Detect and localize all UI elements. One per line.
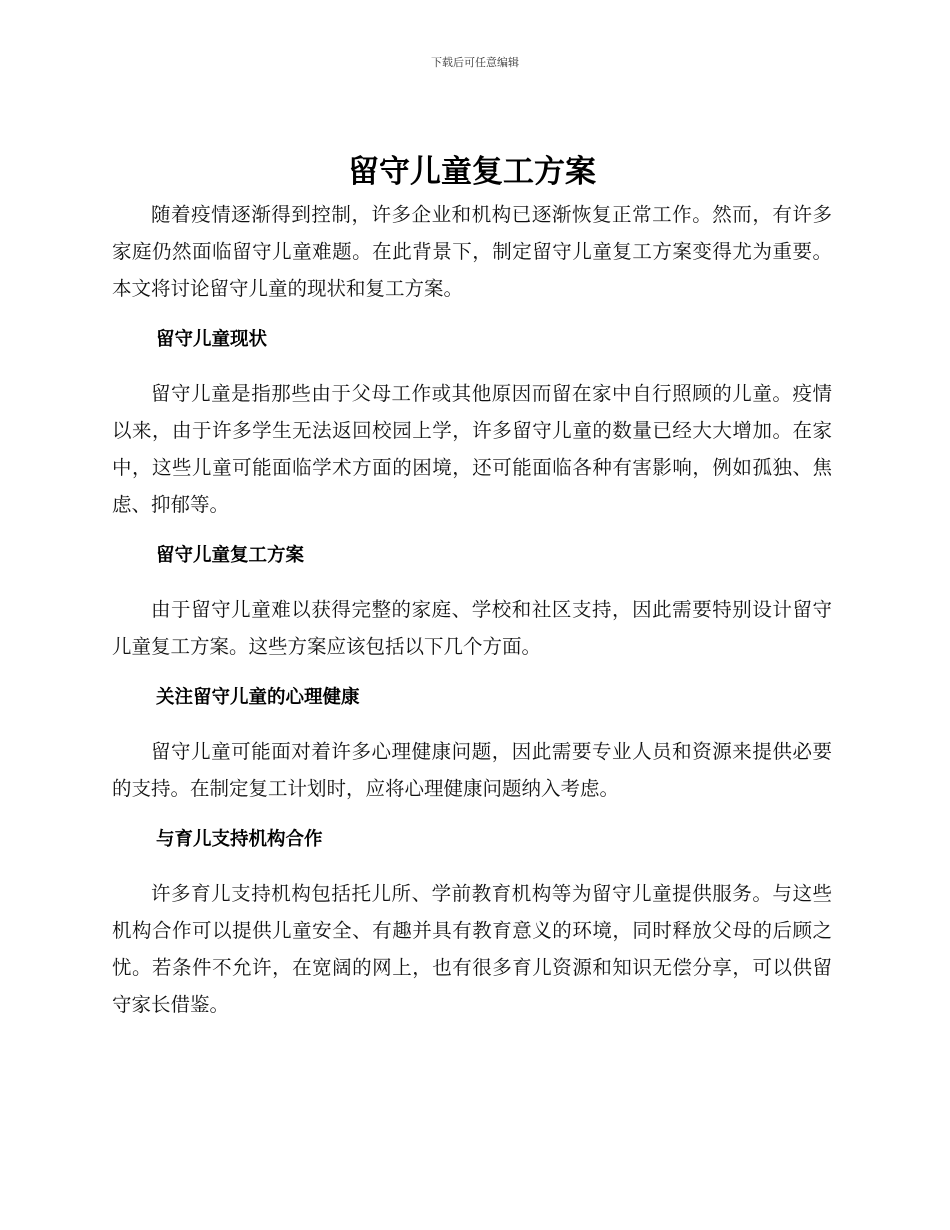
- header-note: 下载后可任意编辑: [431, 56, 519, 69]
- section-body-childcare: 许多育儿支持机构包括托儿所、学前教育机构等为留守儿童提供服务。与这些机构合作可以提供儿童安全、有趣并具有教育意义的环境，同时释放父母的后顾之忧。若条件不允许，在宽阔的网上，也有很多育儿资源和知识无偿分享，可以供留守家长借鉴。: [112, 882, 832, 1016]
- intro-paragraph: 随着疫情逐渐得到控制，许多企业和机构已逐渐恢复正常工作。然而，有许多家庭仍然面临留守儿童难题。在此背景下，制定留守儿童复工方案变得尤为重要。本文将讨论留守儿童的现状和复工方案。: [112, 203, 832, 300]
- section-heading-childcare: 与育儿支持机构合作: [156, 829, 323, 850]
- section-heading-mental-health: 关注留守儿童的心理健康: [156, 687, 360, 708]
- section-heading-status: 留守儿童现状: [156, 329, 268, 350]
- document-title: 留守儿童复工方案: [348, 154, 596, 190]
- section-body-mental-health: 留守儿童可能面对着许多心理健康问题，因此需要专业人员和资源来提供必要的支持。在制定复工计划时，应将心理健康问题纳入考虑。: [112, 740, 832, 800]
- section-body-plan: 由于留守儿童难以获得完整的家庭、学校和社区支持，因此需要特别设计留守儿童复工方案。这些方案应该包括以下几个方面。: [112, 598, 832, 658]
- section-body-status: 留守儿童是指那些由于父母工作或其他原因而留在家中自行照顾的儿童。疫情以来，由于许多学生无法返回校园上学，许多留守儿童的数量已经大大增加。在家中，这些儿童可能面临学术方面的困境，还可能面临各种有害影响，例如孤独、焦虑、抑郁等。: [112, 382, 832, 516]
- document-body: [112, 150, 832, 1023]
- section-heading-plan: 留守儿童复工方案: [156, 545, 305, 566]
